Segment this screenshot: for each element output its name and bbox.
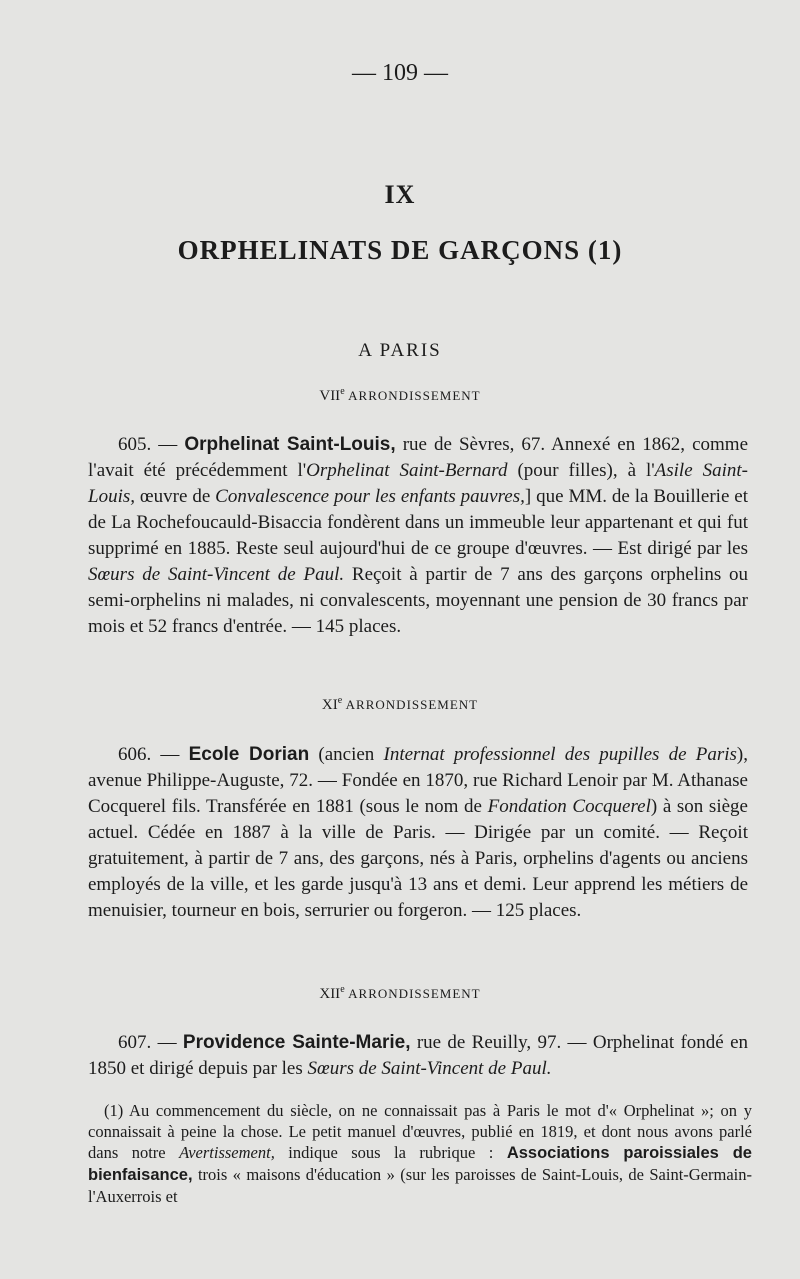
entry-607-name: Providence Sainte-Marie,: [182, 1032, 411, 1053]
chapter-number: IX: [384, 180, 416, 209]
entry-606-name: Ecole Dorian: [188, 744, 310, 765]
entry-607-text: 607. — Providence Sainte-Marie, rue de Reuilly, 97. — Orphelinat fondé en 1850 et dirigé depuis par les Sœurs de Saint-Vincent de Paul.: [88, 1032, 749, 1079]
arrondissement-heading-vii: VIIe ARRONDISSEMENT: [319, 386, 481, 404]
section-heading-city: A PARIS: [358, 340, 442, 361]
arrondissement-heading-xi: XIe ARRONDISSEMENT: [321, 695, 479, 713]
chapter-title: ORPHELINATS DE GARÇONS (1): [177, 235, 623, 265]
footnote-text: (1) Au commencement du siècle, on ne connaissait pas à Paris le mot d'« Orphelinat »; on y connaissait à peine la chose. Le petit manuel d'œuvres, publié en 1819, et dont nous avons parlé dans notre Avertissement, indique sous la rubrique : Associations paroissiales de bienfaisance, trois « maisons d'éducation » (sur les paroisses de Saint-Louis, de Saint-Germain-l'Auxerrois et: [88, 1101, 752, 1206]
entry-607: [88, 1030, 748, 1082]
entry-605-text: 605. — Orphelinat Saint-Louis, rue de Sèvres, 67. Annexé en 1862, comme l'avait été précédemment l'Orphelinat Saint-Bernard (pour filles), à l'Asile Saint-Louis, œuvre de Convalescence pour les enfants pauvres,] que MM. de la Bouillerie et de La Rochefoucauld-Bisaccia fondèrent dans un immeuble leur appartenant et qui fut supprimé en 1885. Reste seul aujourd'hui de ce groupe d'œuvres. — Est dirigé par les Sœurs de Saint-Vincent de Paul. Reçoit à partir de 7 ans des garçons orphelins ou semi-orphelins ni malades, ni convalescents, moyennant une pension de 30 francs par mois et 52 francs d'entrée. — 145 places.: [88, 434, 749, 637]
entry-605-name: Orphelinat Saint-Louis,: [184, 434, 396, 455]
entry-605: [88, 432, 748, 640]
entry-606-text: 606. — Ecole Dorian (ancien Internat professionnel des pupilles de Paris), avenue Philippe-Auguste, 72. — Fondée en 1870, rue Richard Lenoir par M. Athanase Cocquerel fils. Transférée en 1881 (sous le nom de Fondation Cocquerel) à son siège actuel. Cédée en 1887 à la ville de Paris. — Dirigée par un comité. — Reçoit gratuitement, à partir de 7 ans, des garçons, nés à Paris, orphelins d'agents ou anciens employés de la ville, et les garde jusqu'à 13 ans et demi. Leur apprend les métiers de menuisier, tourneur en bois, serrurier ou forgeron. — 125 places.: [88, 744, 748, 921]
footnote: [88, 1100, 752, 1207]
page-number: — 109 —: [352, 60, 448, 86]
arrondissement-heading-xii: XIIe ARRONDISSEMENT: [319, 984, 481, 1002]
entry-606: [88, 742, 748, 924]
